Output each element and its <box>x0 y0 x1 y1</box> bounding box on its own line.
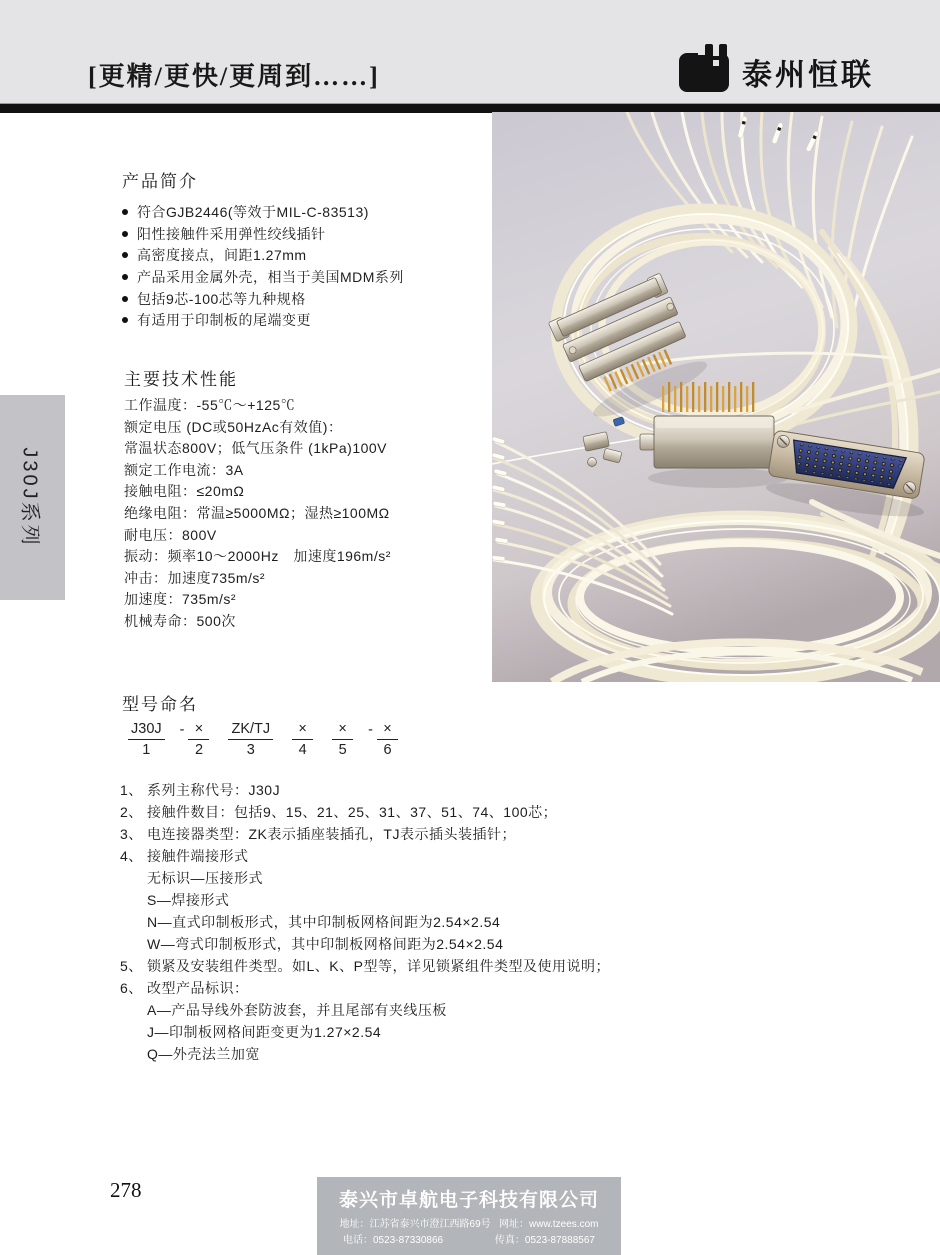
bullet-text: 阳性接触件采用弹性绞线插针 <box>137 225 326 242</box>
note-text: 接触件数目：包括9、15、21、25、31、37、51、74、100芯； <box>147 804 558 820</box>
list-item <box>122 288 404 310</box>
note-number: 5、 <box>120 958 143 974</box>
note-text: 改型产品标识： <box>147 980 249 996</box>
footer-company-box <box>317 1177 621 1255</box>
footer-phone: 电话：0523-87330866 <box>343 1235 444 1246</box>
specs-list <box>124 395 391 633</box>
series-label: J30J系列 <box>19 447 41 548</box>
note-number: 4、 <box>120 848 143 864</box>
bullet-icon <box>122 317 128 323</box>
part-code: × <box>188 721 209 740</box>
header-slogan: [更精/更快/更周到……] <box>88 62 380 91</box>
note-number: 2、 <box>120 804 143 820</box>
product-photo <box>492 112 940 682</box>
note-item <box>120 845 680 867</box>
spec-line: 额定工作电流：3A <box>124 461 244 478</box>
model-code-part <box>224 721 273 757</box>
note-sub-item: W—弯式印制板形式，其中印制板网格间距为2.54×2.54 <box>147 936 504 952</box>
footer-website: 网址：www.tzees.com <box>499 1219 599 1230</box>
part-number: 4 <box>298 742 307 758</box>
spec-line: 冲击：加速度735m/s² <box>124 569 266 586</box>
spec-line: 耐电压：800V <box>124 526 217 543</box>
bullet-text: 高密度接点，间距1.27mm <box>137 247 307 264</box>
bullet-icon <box>122 231 128 237</box>
part-prefix: - <box>368 722 373 738</box>
intro-bullet-list <box>122 201 404 331</box>
brand-name: 泰州恒联 <box>742 58 874 92</box>
footer-address-line <box>317 1215 621 1230</box>
spec-line: 振动：频率10～2000Hz 加速度196m/s² <box>124 548 391 565</box>
bullet-text: 符合GJB2446(等效于MIL-C-83513) <box>137 203 369 220</box>
intro-title: 产品简介 <box>122 172 198 191</box>
spec-line: 接触电阻：≤20mΩ <box>124 483 245 500</box>
part-number: 3 <box>246 742 255 758</box>
note-sub-item: J—印制板网格间距变更为1.27×2.54 <box>147 1024 382 1040</box>
bullet-text: 包括9芯-100芯等九种规格 <box>137 290 306 307</box>
note-item <box>120 779 680 801</box>
bullet-text: 有适用于印制板的尾端变更 <box>137 312 311 329</box>
specs-title: 主要技术性能 <box>124 370 238 389</box>
note-sub-item: N—直式印制板形式，其中印制板网格间距为2.54×2.54 <box>147 914 501 930</box>
note-number: 3、 <box>120 826 143 842</box>
note-item <box>120 801 680 823</box>
part-prefix: - <box>179 722 185 738</box>
list-item <box>122 266 404 288</box>
series-side-tab <box>0 395 65 600</box>
model-code-diagram <box>124 721 398 757</box>
note-item <box>120 823 680 845</box>
page-number: 278 <box>110 1178 142 1202</box>
note-sub-item: Q—外壳法兰加宽 <box>147 1046 260 1062</box>
spec-line: 加速度：735m/s² <box>124 591 237 608</box>
note-item <box>120 955 680 977</box>
spec-line: 绝缘电阻：常温≥5000MΩ；湿热≥100MΩ <box>124 504 390 521</box>
part-number: 2 <box>194 742 204 758</box>
note-item <box>120 977 680 999</box>
bullet-icon <box>122 274 128 280</box>
model-code-part <box>288 721 313 757</box>
note-number: 6、 <box>120 980 143 996</box>
list-item <box>122 223 404 245</box>
footer-company-name: 泰兴市卓航电子科技有限公司 <box>338 1190 599 1211</box>
bullet-icon <box>122 296 128 302</box>
model-code-part <box>180 721 210 757</box>
list-item <box>122 309 404 331</box>
note-sub-item: 无标识—压接形式 <box>147 870 263 886</box>
part-code: ZK/TJ <box>228 721 273 740</box>
part-number: 6 <box>383 742 392 758</box>
list-item <box>122 201 404 223</box>
footer-address: 地址：江苏省泰兴市澄江西路69号 <box>339 1219 491 1230</box>
bullet-icon <box>122 209 128 215</box>
part-number: 1 <box>142 742 151 758</box>
part-code: × <box>292 721 313 740</box>
part-number: 5 <box>338 742 347 758</box>
model-code-part <box>328 721 353 757</box>
note-text: 系列主称代号：J30J <box>147 782 281 798</box>
footer-contact-line <box>343 1231 595 1246</box>
bullet-icon <box>122 252 128 258</box>
header-band <box>0 0 940 103</box>
part-code: × <box>377 721 398 740</box>
naming-title: 型号命名 <box>122 695 198 714</box>
spec-line: 机械寿命：500次 <box>124 612 236 629</box>
bullet-text: 产品采用金属外壳，相当于美国MDM系列 <box>137 268 404 285</box>
note-text: 接触件端接形式 <box>147 848 249 864</box>
spec-line: 常温状态800V；低气压条件 (1kPa)100V <box>124 440 388 457</box>
model-code-part <box>124 721 165 757</box>
model-code-part <box>368 721 398 757</box>
spec-line: 工作温度：-55℃～+125℃ <box>124 397 296 413</box>
note-text: 电连接器类型：ZK表示插座装插孔，TJ表示插头装插针； <box>147 826 516 842</box>
part-code: J30J <box>128 721 165 740</box>
note-sub-item: A—产品导线外套防波套，并且尾部有夹线压板 <box>147 1002 447 1018</box>
footer-fax: 传真：0523-87888567 <box>494 1235 595 1246</box>
note-sub-item: S—焊接形式 <box>147 892 230 908</box>
part-code: × <box>332 721 353 740</box>
company-logo-icon <box>678 44 734 99</box>
note-text: 锁紧及安装组件类型。如L、K、P型等，详见锁紧组件类型及使用说明； <box>147 958 610 974</box>
note-number: 1、 <box>120 782 143 798</box>
brand-block <box>678 44 874 99</box>
spec-line: 额定电压 (DC或50HzAc有效值)： <box>124 418 343 435</box>
list-item <box>122 244 404 266</box>
naming-notes <box>120 779 680 1065</box>
